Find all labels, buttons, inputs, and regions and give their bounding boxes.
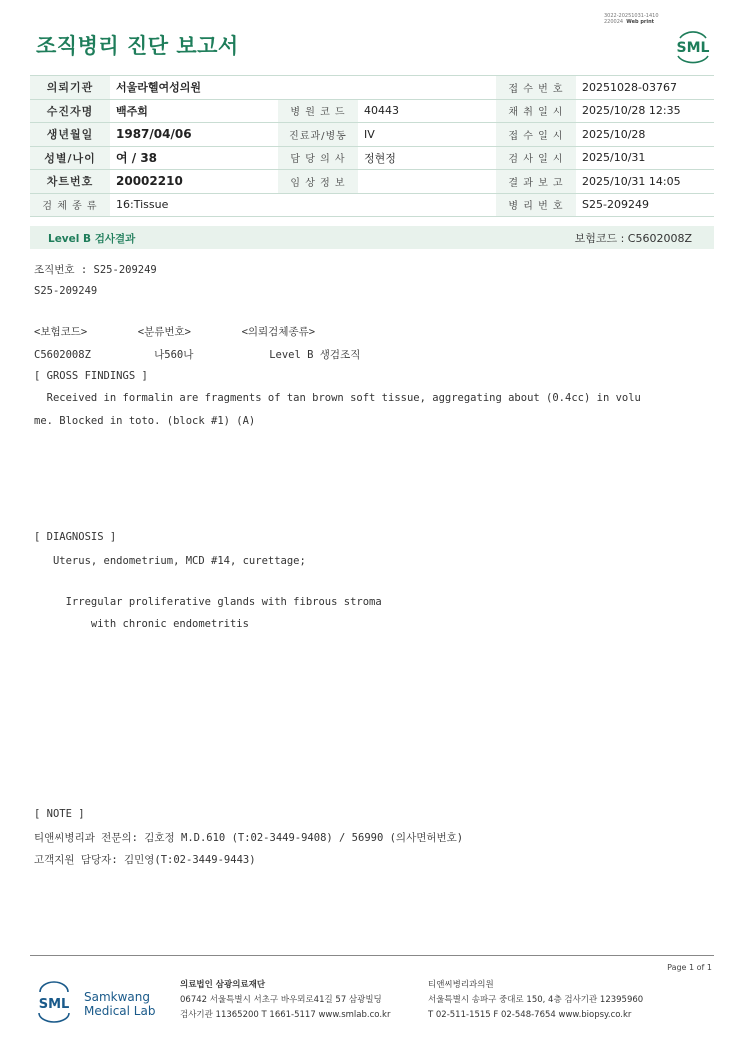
value-clinical-info: [358, 170, 496, 194]
sml-logo-icon: [672, 26, 714, 66]
tissue-number: 조직번호 : S25-209249: [34, 264, 157, 276]
label-exam-date: 검 사 일 시: [496, 146, 576, 170]
label-patient-name: 수진자명: [30, 99, 110, 123]
diagnosis-heading: [ DIAGNOSIS ]: [34, 531, 117, 543]
result-header-bar: [30, 226, 714, 249]
brand-line2: Medical Lab: [84, 1004, 156, 1018]
footer-divider: [30, 955, 714, 956]
level-b-result-title: Level B 검사결과: [48, 233, 136, 245]
value-specimen-type: 16:Tissue: [110, 193, 496, 217]
label-receipt-number: 접 수 번 호: [496, 76, 576, 100]
sml-footer-logo-icon: [36, 980, 72, 1024]
value-receipt-number: 20251028-03767: [576, 76, 714, 100]
value-hospital-code: 40443: [358, 99, 496, 123]
info-row: [30, 170, 714, 194]
label-birth-date: 생년월일: [30, 123, 110, 147]
label-collection-date: 채 취 일 시: [496, 99, 576, 123]
value-result-report: 2025/10/31 14:05: [576, 170, 714, 194]
note-pathologist: 티앤씨병리과 전문의: 김호정 M.D.610 (T:02-3449-9408) / 56990 (의사면허번호): [34, 832, 464, 844]
info-row: [30, 99, 714, 123]
diagnosis-site: Uterus, endometrium, MCD #14, curettage;: [34, 555, 306, 567]
code-values: C5602008Z 나560나 Level B 생검조직: [34, 349, 361, 361]
label-sex-age: 성별/나이: [30, 146, 110, 170]
tnc-name: 티앤씨병리과의원: [428, 980, 494, 990]
label-hospital-code: 병 원 코 드: [278, 99, 358, 123]
footer-tnc-info: [428, 978, 643, 1023]
label-department: 진료과/병동: [278, 123, 358, 147]
value-sex-age: 여 / 38: [110, 146, 278, 170]
gross-findings-line2: me. Blocked in toto. (block #1) (A): [34, 415, 256, 427]
value-receipt-date: 2025/10/28: [576, 123, 714, 147]
value-chart-number: 20002210: [110, 170, 278, 194]
value-birth-date: 1987/04/06: [110, 123, 278, 147]
samkwang-address: 06742 서울특별시 서초구 바우뫼로41길 57 삼광빌딩: [180, 995, 382, 1005]
tissue-id: S25-209249: [34, 285, 98, 297]
label-pathology-number: 병 리 번 호: [496, 193, 576, 217]
samkwang-contact: 검사기관 11365200 T 1661-5117 www.smlab.co.kr: [180, 1010, 391, 1020]
label-specimen-type: 검 체 종 류: [30, 193, 110, 217]
info-row: [30, 123, 714, 147]
tnc-address: 서울특별시 송파구 중대로 150, 4층 검사기관 12395960: [428, 995, 644, 1005]
info-row: [30, 146, 714, 170]
label-requesting-institution: 의뢰기관: [30, 76, 110, 100]
label-clinical-info: 임 상 정 보: [278, 170, 358, 194]
tnc-contact: T 02-511-1515 F 02-548-7654 www.biopsy.co.kr: [428, 1010, 632, 1020]
gross-findings-line1: Received in formalin are fragments of tan brown soft tissue, aggregating about (0.4cc) in volu: [34, 392, 641, 404]
label-chart-number: 차트번호: [30, 170, 110, 194]
page-number: Page 1 of 1: [667, 963, 712, 972]
diagnosis-line2: with chronic endometritis: [34, 618, 249, 630]
brand-line1: Samkwang: [84, 990, 150, 1004]
print-code-line1: 3022-20251031-1410: [604, 13, 659, 19]
value-collection-date: 2025/10/28 12:35: [576, 99, 714, 123]
insurance-code: 보험코드 : C5602008Z: [574, 232, 692, 245]
patient-info-table: [30, 75, 714, 217]
print-code-line2: 220024 Web print: [604, 19, 655, 25]
footer-brand: [84, 990, 155, 1018]
note-support: 고객지원 담당자: 김민영(T:02-3449-9443): [34, 854, 256, 866]
diagnosis-line1: Irregular proliferative glands with fibrous stroma: [34, 596, 382, 608]
value-pathology-number: S25-209249: [576, 193, 714, 217]
svg-text:SML: SML: [676, 40, 710, 56]
svg-text:SML: SML: [38, 997, 70, 1012]
info-row: [30, 76, 714, 100]
code-headers: <보험코드> <분류번호> <의뢰검체종류>: [34, 326, 316, 338]
label-receipt-date: 접 수 일 시: [496, 123, 576, 147]
print-code: [604, 13, 659, 25]
value-patient-name: 백주희: [110, 99, 278, 123]
note-heading: [ NOTE ]: [34, 808, 85, 820]
value-requesting-institution: 서울라헬여성의원: [110, 76, 496, 100]
samkwang-name: 의료법인 삼광의료재단: [180, 980, 266, 990]
label-physician: 담 당 의 사: [278, 146, 358, 170]
value-physician: 정현정: [358, 146, 496, 170]
footer-samkwang-info: [180, 978, 390, 1023]
value-department: IV: [358, 123, 496, 147]
label-result-report: 결 과 보 고: [496, 170, 576, 194]
gross-findings-heading: [ GROSS FINDINGS ]: [34, 370, 148, 382]
value-exam-date: 2025/10/31: [576, 146, 714, 170]
report-title: 조직병리 진단 보고서: [36, 34, 239, 58]
info-row: [30, 193, 714, 217]
